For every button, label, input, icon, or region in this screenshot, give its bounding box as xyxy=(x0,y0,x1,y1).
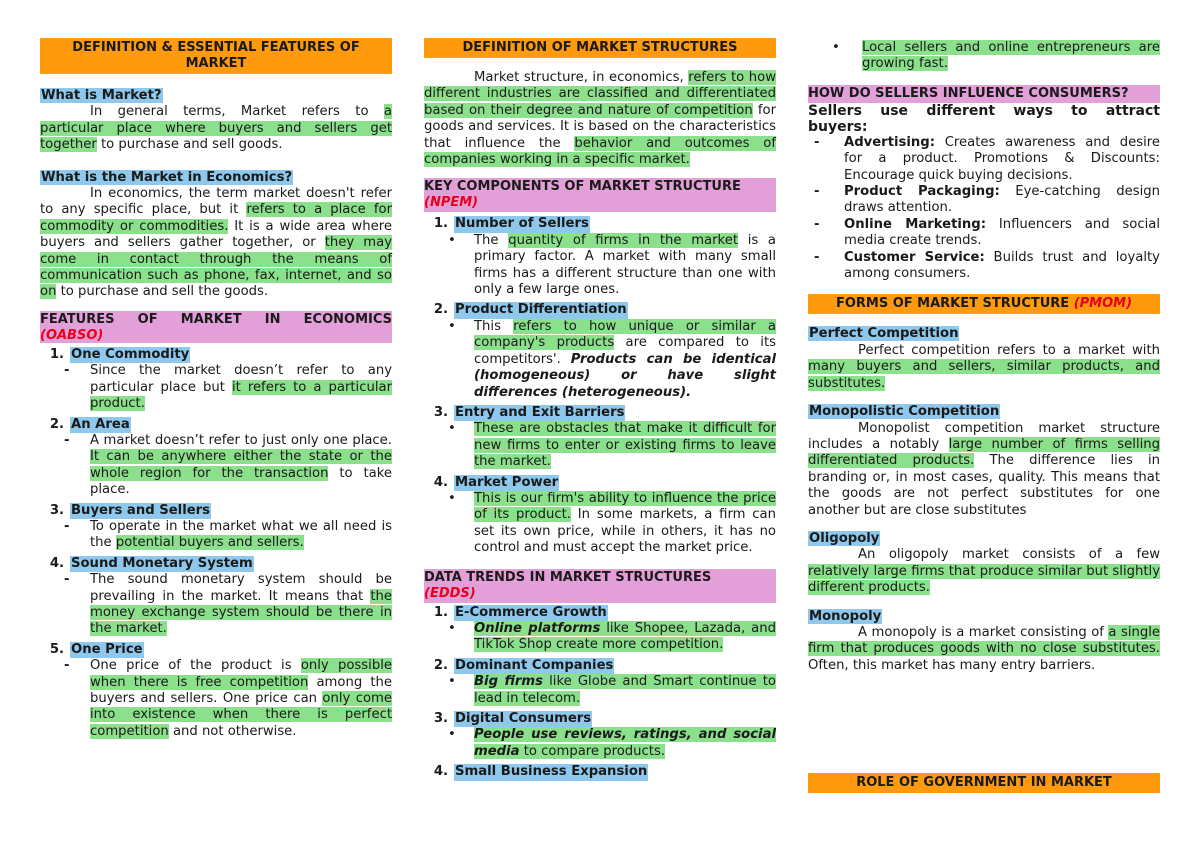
paragraph-monopolistic-competition: Monopolist competition market structure includes a notably large number of firms selling differentiated products. The difference lies in branding or, in most cases, quality. This means that the goods are not perfect substitutes for one another but are close substitutes xyxy=(808,420,1160,518)
component-2: 2. Product Differentiation xyxy=(433,302,627,318)
component-4: 4. Market Power xyxy=(433,474,559,490)
paragraph-monopoly: A monopoly is a market consisting of a single firm that produces goods with no close substitutes. Often, this market has many entry barriers. xyxy=(808,624,1160,673)
section-header-influence: HOW DO SELLERS INFLUENCE CONSUMERS? xyxy=(808,85,1160,103)
heading-market-in-economics: What is the Market in Economics? xyxy=(41,169,293,185)
influence-online-marketing: Online Marketing: Influencers and social media create trends. xyxy=(844,216,1161,249)
trend-3: 3. Digital Consumers xyxy=(433,711,592,726)
feature-2-text: A market doesn’t refer to just only one place. It can be anywhere either the state or the whole region for the transaction to take place. xyxy=(90,432,393,498)
component-4-text: This is our firm's ability to influence the price of its product. In some markets, a firm can set its own price, while in others, it has no control and must accept the market price. xyxy=(474,490,776,556)
feature-5: 5. One Price xyxy=(49,641,143,657)
section-header-data-trends: DATA TRENDS IN MARKET STRUCTURES (EDDS) xyxy=(424,569,776,603)
features-code: (OABSO) xyxy=(40,327,104,343)
trend-2: 2. Dominant Companies xyxy=(433,657,614,673)
data-code: (EDDS) xyxy=(424,585,476,601)
feature-1: 1. One Commodity xyxy=(49,346,190,362)
component-1: 1. Number of Sellers xyxy=(433,216,589,232)
feature-4-text: The sound monetary system should be prevailing in the market. It means that the money exchange system should be there in the market. xyxy=(90,572,392,637)
key-code: (NPEM) xyxy=(424,195,479,211)
section-header-market-structures: DEFINITION OF MARKET STRUCTURES xyxy=(424,38,776,58)
trend-4-text: Local sellers and online entrepreneurs are growing fast. xyxy=(862,40,1160,72)
feature-2: 2. An Area xyxy=(49,416,130,432)
trend-1: 1. E-Commerce Growth xyxy=(433,604,607,620)
section-header-key-components: KEY COMPONENTS OF MARKET STRUCTURE (NPEM) xyxy=(424,178,776,212)
column-2: DEFINITION OF MARKET STRUCTURES Market structure, in economics, refers to how different industries are classified and differentiated based on their degree and nature of competition for goods and services. It is based on the characteristics that influence the behavior and outcomes of companies working in a specific market. KEY COMPONENTS OF MARKET STRUCTURE (NPEM) 1. Number of Sellers • The quantity of firms in the market is a primary factor. A market with many small firms has a different structure than one with only a few large ones. 2. Product Differentiation • This refers to how unique or similar a company's products are compared to its competitors'. Products can be identical (homogeneous) or have slight differences (heterogeneous). 3. Entry and Exit Barriers • These are obstacles that make it difficult for new firms to enter or existing firms to leave the market. 4. Market Power • This is our firm's ability to influence the price of its product. In some markets, a firm can set its own price, while in others, it has no control and must accept the market price. DATA TRENDS IN MARKET STRUCTURES (EDDS) 1. E-Commerce Growth • Online platforms like Shopee, Lazada, and TikTok Shop create more competition. 2. Dominant Companies • Big firms like Globe and Smart continue to lead in telecom. 3. Digital Consumers • People use reviews, ratings, and social media to compare products. 4. Small Business Expansion xyxy=(424,40,777,780)
trend-3-text: People use reviews, ratings, and social media to compare products. xyxy=(474,727,776,759)
paragraph-market-structure: Market structure, in economics, refers to how different industries are classified and differentiated based on their degree and nature of competition for goods and services. It is based on the characteristics that influence the behavior and outcomes of companies working in a specific market. xyxy=(424,70,777,168)
influence-intro: Sellers use different ways to attract buyers: xyxy=(808,102,1160,135)
influence-advertising: Advertising: Creates awareness and desire for a product. Promotions & Discounts: Encourage quick buying decisions. xyxy=(844,134,1160,183)
trend-2-text: Big firms like Globe and Smart continue to lead in telecom. xyxy=(474,674,776,706)
feature-3-text: To operate in the market what we all need is the potential buyers and sellers. xyxy=(90,518,392,551)
component-1-text: The quantity of firms in the market is a primary factor. A market with many small firms has a different structure than one with only a few large ones. xyxy=(474,232,776,298)
trend-1-text: Online platforms like Shopee, Lazada, and TikTok Shop create more competition. xyxy=(474,620,776,653)
heading-monopolistic-competition: Monopolistic Competition xyxy=(809,404,1000,420)
paragraph-oligopoly: An oligopoly market consists of a few relatively large firms that produce similar but slightly different products. xyxy=(808,547,1160,596)
paragraph-perfect-competition: Perfect competition refers to a market with many buyers and sellers, similar products, and substitutes. xyxy=(808,342,1160,391)
section-header-government: ROLE OF GOVERNMENT IN MARKET xyxy=(808,773,1160,793)
component-3: 3. Entry and Exit Barriers xyxy=(433,404,625,420)
influence-customer-service: Customer Service: Builds trust and loyalty among consumers. xyxy=(844,249,1160,282)
paragraph-market-economics: In economics, the term market doesn't refer to any specific place, but it refers to a place for commodity or commodities. It is a wide area where buyers and sellers gather together, or they may come in contact through the means of communication such as phone, fax, internet, and so on to purchase and sell the goods. xyxy=(40,186,393,300)
section-header-definition-features: DEFINITION & ESSENTIAL FEATURES OF MARKET xyxy=(40,38,392,74)
feature-5-text: One price of the product is only possible when there is free competition among the buyers and sellers. One price can only come into existence when there is perfect competition and not otherwise. xyxy=(90,658,392,739)
feature-1-text: Since the market doesn’t refer to any particular place but it refers to a particular product. xyxy=(90,363,392,412)
component-3-text: These are obstacles that make it difficult for new firms to enter or existing firms to leave the market. xyxy=(474,421,776,470)
heading-monopoly: Monopoly xyxy=(809,608,882,624)
section-header-forms: FORMS OF MARKET STRUCTURE (PMOM) xyxy=(808,294,1160,314)
component-2-text: This refers to how unique or similar a company's products are compared to its competitors'. Products can be identical (homogeneous) or have slight differences (heterogeneous). xyxy=(474,318,777,400)
paragraph-market-definition: In general terms, Market refers to a particular place where buyers and sellers get together to purchase and sell goods. xyxy=(40,104,392,153)
section-header-features: FEATURES OF MARKET IN ECONOMICS xyxy=(40,311,392,327)
influence-packaging: Product Packaging: Eye-catching design draws attention. xyxy=(844,184,1160,216)
heading-what-is-market: What is Market? xyxy=(41,88,162,103)
column-3: • Local sellers and online entrepreneurs are growing fast. HOW DO SELLERS INFLUENCE CONSUMERS? Sellers use different ways to attract buyers: - Advertising: Creates awareness and desire for a product. Promotions & Discounts: Encourage quick buying decisions. - Product Packaging: Eye-catching design draws attention. - Online Marketing: Influencers and social media create trends. - Customer Service: Builds trust and loyalty among consumers. FORMS OF MARKET STRUCTURE (PMOM) Perfect Competition Perfect competition refers to a market with many buyers and sellers, similar products, and substitutes. Monopolistic Competition Monopolist competition market structure includes a notably large number of firms selling differentiated products. The difference lies in branding or, in most cases, quality. This means that the goods are not perfect substitutes for one another but are close substitutes Oligopoly An oligopoly market consists of a few relatively large firms that produce similar but slightly different products. Monopoly A monopoly is a market consisting of a single firm that produces goods with no close substitutes. Often, this market has many entry barriers. xyxy=(808,40,1161,673)
feature-4: 4. Sound Monetary System xyxy=(49,555,253,571)
heading-perfect-competition: Perfect Competition xyxy=(809,326,959,342)
trend-4: 4. Small Business Expansion xyxy=(433,764,648,780)
column-1: DEFINITION & ESSENTIAL FEATURES OF MARKET What is Market? In general terms, Market refers to a particular place where buyers and sellers get together to purchase and sell goods. What is the Market in Economics? In economics, the term market doesn't refer to any specific place, but it refers to a place for commodity or commodities. It is a wide area where buyers and sellers gather together, or they may come in contact through the means of communication such as phone, fax, internet, and so on to purchase and sell the goods. FEATURES OF MARKET IN ECONOMICS (OABSO) 1. One Commodity - Since the market doesn’t refer to any particular place but it refers to a particular product. 2. An Area - A market doesn’t refer to just only one place. It can be anywhere either the state or the whole region for the transaction to take place. 3. Buyers and Sellers - To operate in the market what we all need is the potential buyers and sellers. 4. Sound Monetary System - The sound monetary system should be prevailing in the market. It means that the money exchange system should be there in the market. 5. One Price - One price of the product is only possible when there is free competition among the buyers and sellers. One price can only come into existence when there is perfect competition and not otherwise. xyxy=(40,40,393,739)
feature-3: 3. Buyers and Sellers xyxy=(49,502,211,518)
heading-oligopoly: Oligopoly xyxy=(809,530,880,546)
